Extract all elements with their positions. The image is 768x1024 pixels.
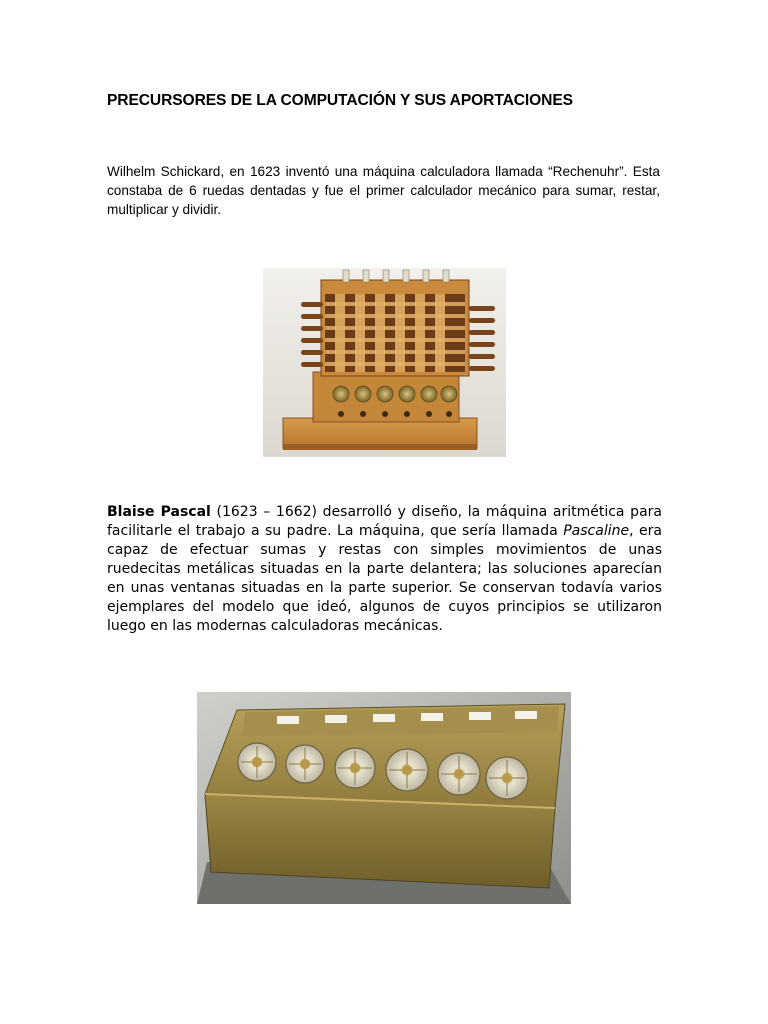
paragraph-pascal [107,503,662,636]
document-title: PRECURSORES DE LA COMPUTACIÓN Y SUS APORTACIONES [107,92,573,109]
paragraph-schickard: Wilhelm Schickard, en 1623 inventó una máquina calculadora llamada “Rechenuhr”. Esta constaba de 6 ruedas dentadas y fue el primer calculador mecánico para sumar, restar, multiplicar y dividir. [107,164,660,217]
pascal-name: Blaise Pascal [107,504,211,520]
schickard-machine-photo [263,268,506,457]
pascaline-photo [197,692,571,904]
pascal-text-before: (1623 – 1662) desarrolló y diseño, la máquina aritmética para facilitarle el trabajo a su padre. La máquina, que sería llamada [107,504,662,539]
pascaline-term: Pascaline [563,523,630,539]
pascal-text-after: , era capaz de efectuar sumas y restas con simples movimientos de unas ruedecitas metálicas situadas en la parte delantera; las soluciones aparecían en unas ventanas situadas en la parte superior. Se conservan todavía varios ejemplares del modelo que ideó, algunos de cuyos principios se utilizaron luego en las modernas calculadoras mecánicas. [107,523,662,634]
